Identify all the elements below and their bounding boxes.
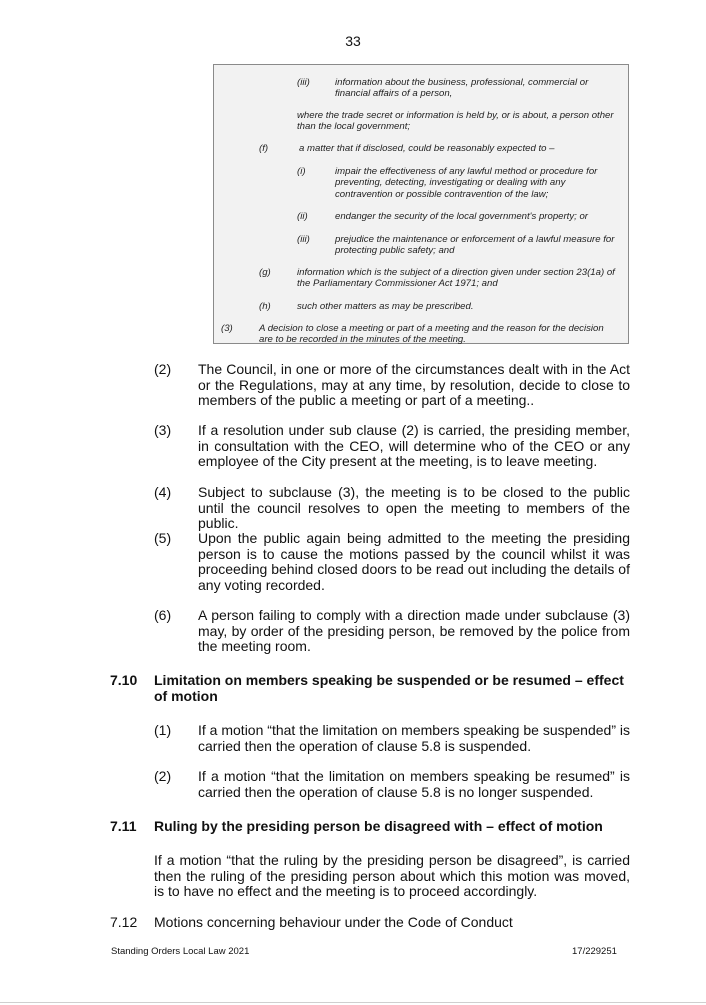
quoted-legislation-box bbox=[213, 64, 629, 344]
section-7-10-item-2 bbox=[154, 769, 630, 801]
section-title: Motions concerning behaviour under the Code of Conduct bbox=[154, 914, 513, 930]
page-number: 33 bbox=[345, 33, 361, 49]
clause-number: (2) bbox=[154, 768, 172, 784]
clause-3 bbox=[154, 423, 630, 471]
footer-document-reference: 17/229251 bbox=[572, 946, 617, 957]
quote-item-text: endanger the security of the local government's property; or bbox=[335, 211, 589, 222]
quote-item-number: (i) bbox=[297, 166, 306, 177]
quote-item-text: prejudice the maintenance or enforcement of a lawful measure for protecting public safety; and bbox=[335, 234, 615, 257]
section-7-10-item-1 bbox=[154, 723, 630, 755]
clause-number: (1) bbox=[154, 722, 172, 738]
clause-5 bbox=[154, 531, 630, 595]
quote-item-number: (iii) bbox=[297, 77, 310, 88]
quote-item-text: information about the business, professional, commercial or financial affairs of a person, bbox=[335, 77, 589, 100]
clause-text: If a resolution under sub clause (2) is carried, the presiding member, in consultation with the CEO, will determine who of the CEO or any employee of the City present at the meeting, is to leave meeting. bbox=[198, 422, 630, 470]
clause-number: (6) bbox=[154, 607, 172, 623]
section-title: Ruling by the presiding person be disagreed with – effect of motion bbox=[154, 818, 603, 834]
section-7-11-body bbox=[154, 853, 630, 901]
clause-text: A person failing to comply with a direction made under subclause (3) may, by order of the presiding person, be removed by the police from the meeting room. bbox=[198, 607, 630, 655]
clause-number: (3) bbox=[154, 422, 172, 438]
quote-item-number: (iii) bbox=[297, 234, 310, 245]
footer-document-title: Standing Orders Local Law 2021 bbox=[111, 946, 250, 957]
section-body-text: If a motion “that the ruling by the presiding person be disagreed”, is carried then the ruling of the presiding person about which this motion was moved, is to have no effect and the meeting is to proceed accordingly. bbox=[154, 852, 630, 900]
clause-text: If a motion “that the limitation on members speaking be suspended” is carried then the operation of clause 5.8 is suspended. bbox=[198, 722, 630, 754]
clause-number: (5) bbox=[154, 530, 172, 546]
section-number: 7.11 bbox=[110, 818, 137, 834]
quote-item-text: a matter that if disclosed, could be reasonably expected to – bbox=[299, 143, 555, 154]
quote-where-text: where the trade secret or information is held by, or is about, a person other than the local government; bbox=[297, 110, 614, 133]
quote-item-text: information which is the subject of a direction given under section 23(1a) of the Parliamentary Commissioner Act 1971; and bbox=[297, 267, 615, 290]
quote-item-text: impair the effectiveness of any lawful method or procedure for preventing, detecting, investigating or dealing with any contravention or possible contravention of the law; bbox=[335, 166, 598, 200]
clause-number: (4) bbox=[154, 484, 172, 500]
quote-item-text: such other matters as may be prescribed. bbox=[297, 301, 474, 312]
clause-text: If a motion “that the limitation on members speaking be resumed” is carried then the operation of clause 5.8 is no longer suspended. bbox=[198, 768, 630, 800]
quote-item-number: (ii) bbox=[297, 211, 308, 222]
clause-4 bbox=[154, 484, 630, 532]
quote-item-number: (h) bbox=[259, 301, 271, 312]
clause-6 bbox=[154, 608, 630, 656]
quote-item-text: A decision to close a meeting or part of a meeting and the reason for the decision are to be recorded in the minutes of the meeting. bbox=[259, 323, 604, 346]
quote-item-number: (3) bbox=[221, 323, 233, 334]
section-number: 7.10 bbox=[110, 672, 138, 688]
clause-text: The Council, in one or more of the circumstances dealt with in the Act or the Regulations, may at any time, by resolution, decide to close to members of the public a meeting or part of a meeting.. bbox=[198, 361, 630, 409]
quote-item-number: (f) bbox=[259, 143, 269, 154]
clause-text: Upon the public again being admitted to the meeting the presiding person is to cause the motions passed by the council whilst it was proceeding behind closed doors to be read out including the details of any voting recorded. bbox=[198, 530, 630, 593]
section-number: 7.12 bbox=[110, 914, 138, 930]
section-title: Limitation on members speaking be suspended or be resumed – effect of motion bbox=[154, 672, 624, 704]
page-bottom-edge bbox=[0, 1002, 706, 1003]
clause-2 bbox=[154, 362, 630, 410]
clause-number: (2) bbox=[154, 361, 172, 377]
quote-item-number: (g) bbox=[259, 267, 271, 278]
clause-text: Subject to subclause (3), the meeting is to be closed to the public until the council resolves to open the meeting to members of the public. bbox=[198, 484, 630, 532]
